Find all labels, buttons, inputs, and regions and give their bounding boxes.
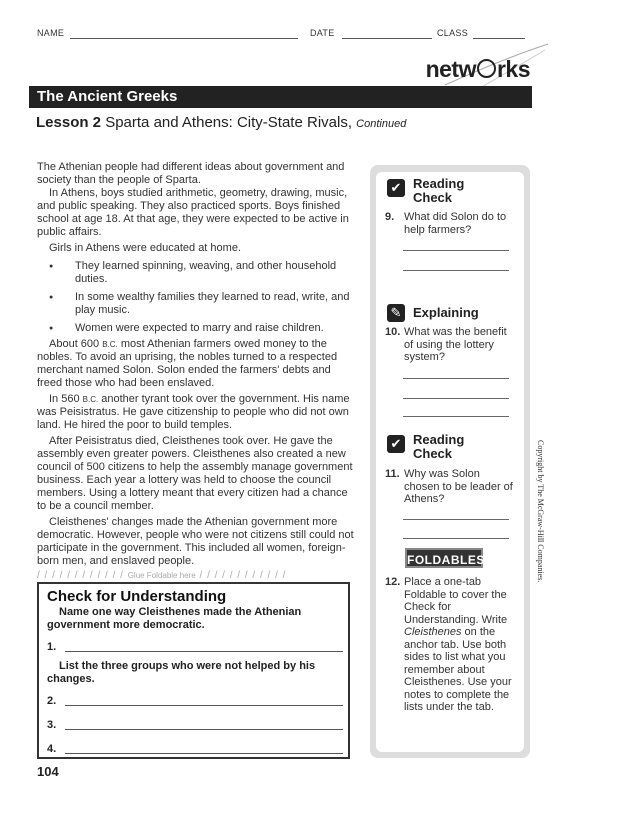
- write-line[interactable]: [403, 519, 509, 520]
- lesson-title: [36, 114, 406, 131]
- lesson-label: Lesson 2: [36, 114, 102, 131]
- write-line[interactable]: [403, 250, 509, 251]
- paragraph: Girls in Athens were educated at home.: [49, 242, 241, 254]
- bullet-item: ● Women were expected to marry and raise children.: [37, 322, 354, 335]
- date-label: DATE: [310, 28, 335, 38]
- checkmark-icon: ✔: [387, 435, 405, 453]
- networks-logo: netw rks: [425, 56, 530, 82]
- name-line[interactable]: [70, 38, 298, 39]
- unit-banner: The Ancient Greeks: [29, 86, 532, 108]
- paragraph: In 560 B.C. another tyrant took over the government. His name was Peisistratus. He gave citizenship to people who did not own land. He hired the poor to build temples.: [37, 393, 350, 431]
- answer-line-1[interactable]: [65, 651, 343, 652]
- glue-foldable-line: / / / / / / / / / / / / Glue Foldable here / / / / / / / / / / / /: [37, 570, 287, 581]
- checkmark-icon: ✔: [387, 179, 405, 197]
- explaining-heading: Explaining: [413, 305, 479, 320]
- write-line[interactable]: [403, 538, 509, 539]
- body-text: [37, 161, 354, 568]
- reading-check-heading: Reading Check: [413, 432, 465, 461]
- date-line[interactable]: [342, 38, 432, 39]
- answer-line-3[interactable]: [65, 729, 343, 730]
- foldables-logo: FOLDABLES: [405, 548, 483, 568]
- answer-line-4[interactable]: [65, 753, 343, 754]
- answer-line-2[interactable]: [65, 705, 343, 706]
- globe-icon: [477, 59, 496, 78]
- sidebar-question-10: 10. What was the benefit of using the lottery system?: [385, 326, 507, 363]
- paragraph: About 600 B.C. most Athenian farmers owed money to the nobles. To avoid an uprising, the nobles turned to a respected merchant named Solon. Solon ended the farmers' debts and freed those who had been enslaved.: [37, 338, 338, 389]
- answer-number: 4.: [47, 743, 57, 755]
- sidebar-question-9: 9. What did Solon do to help farmers?: [385, 211, 507, 236]
- sidebar-question-11: 11. Why was Solon chosen to be leader of Athens?: [385, 468, 513, 505]
- pencil-icon: ✎: [387, 304, 405, 322]
- write-line[interactable]: [403, 378, 509, 379]
- copyright-notice: Copyright by The McGraw-Hill Companies.: [536, 440, 545, 583]
- check-for-understanding-box: [37, 582, 350, 759]
- check-question-1: Name one way Cleisthenes made the Athenian government more democratic.: [47, 606, 302, 631]
- answer-number: 1.: [47, 641, 57, 653]
- paragraph: The Athenian people had different ideas about government and society than the people of Sparta.: [37, 161, 345, 186]
- reading-check-heading: Reading Check: [413, 176, 465, 205]
- bullet-item: ● In some wealthy families they learned to read, write, and play music.: [37, 291, 354, 317]
- write-line[interactable]: [403, 416, 509, 417]
- paragraph: Cleisthenes' changes made the Athenian government more democratic. However, people who were not citizens still could not participate in the government. This included all women, foreign-born men, and enslaved people.: [37, 516, 354, 567]
- name-label: NAME: [37, 28, 65, 38]
- lesson-name: Sparta and Athens: City-State Rivals,: [105, 114, 352, 131]
- check-question-2: List the three groups who were not helped by his changes.: [47, 660, 316, 685]
- class-label: CLASS: [437, 28, 469, 38]
- write-line[interactable]: [403, 398, 509, 399]
- page-number: 104: [37, 764, 59, 779]
- class-line[interactable]: [473, 38, 525, 39]
- paragraph: In Athens, boys studied arithmetic, geometry, drawing, music, and public speaking. They also practiced sports. Boys finished school at age 18. At that age, they were expected to be active in public affairs.: [37, 187, 349, 238]
- sidebar-question-12: 12. Place a one-tab Foldable to cover the Check for Understanding. Write Cleisthenes on the anchor tab. Use both sides to list what you remember about Cleisthenes. Use your notes to complete the lists under the tab.: [385, 576, 512, 713]
- answer-number: 2.: [47, 695, 57, 707]
- write-line[interactable]: [403, 270, 509, 271]
- lesson-continued: Continued: [356, 118, 407, 130]
- bullet-item: ● They learned spinning, weaving, and other household duties.: [37, 260, 354, 286]
- check-title: Check for Understanding: [47, 588, 227, 605]
- answer-number: 3.: [47, 719, 57, 731]
- paragraph: After Peisistratus died, Cleisthenes took over. He gave the assembly even greater powers. Cleisthenes also created a new council of 500 citizens to help the assembly manage government business. Each year a lottery was held to choose the council members. Using a lottery meant that every citizen had a chance to be a council member.: [37, 435, 353, 512]
